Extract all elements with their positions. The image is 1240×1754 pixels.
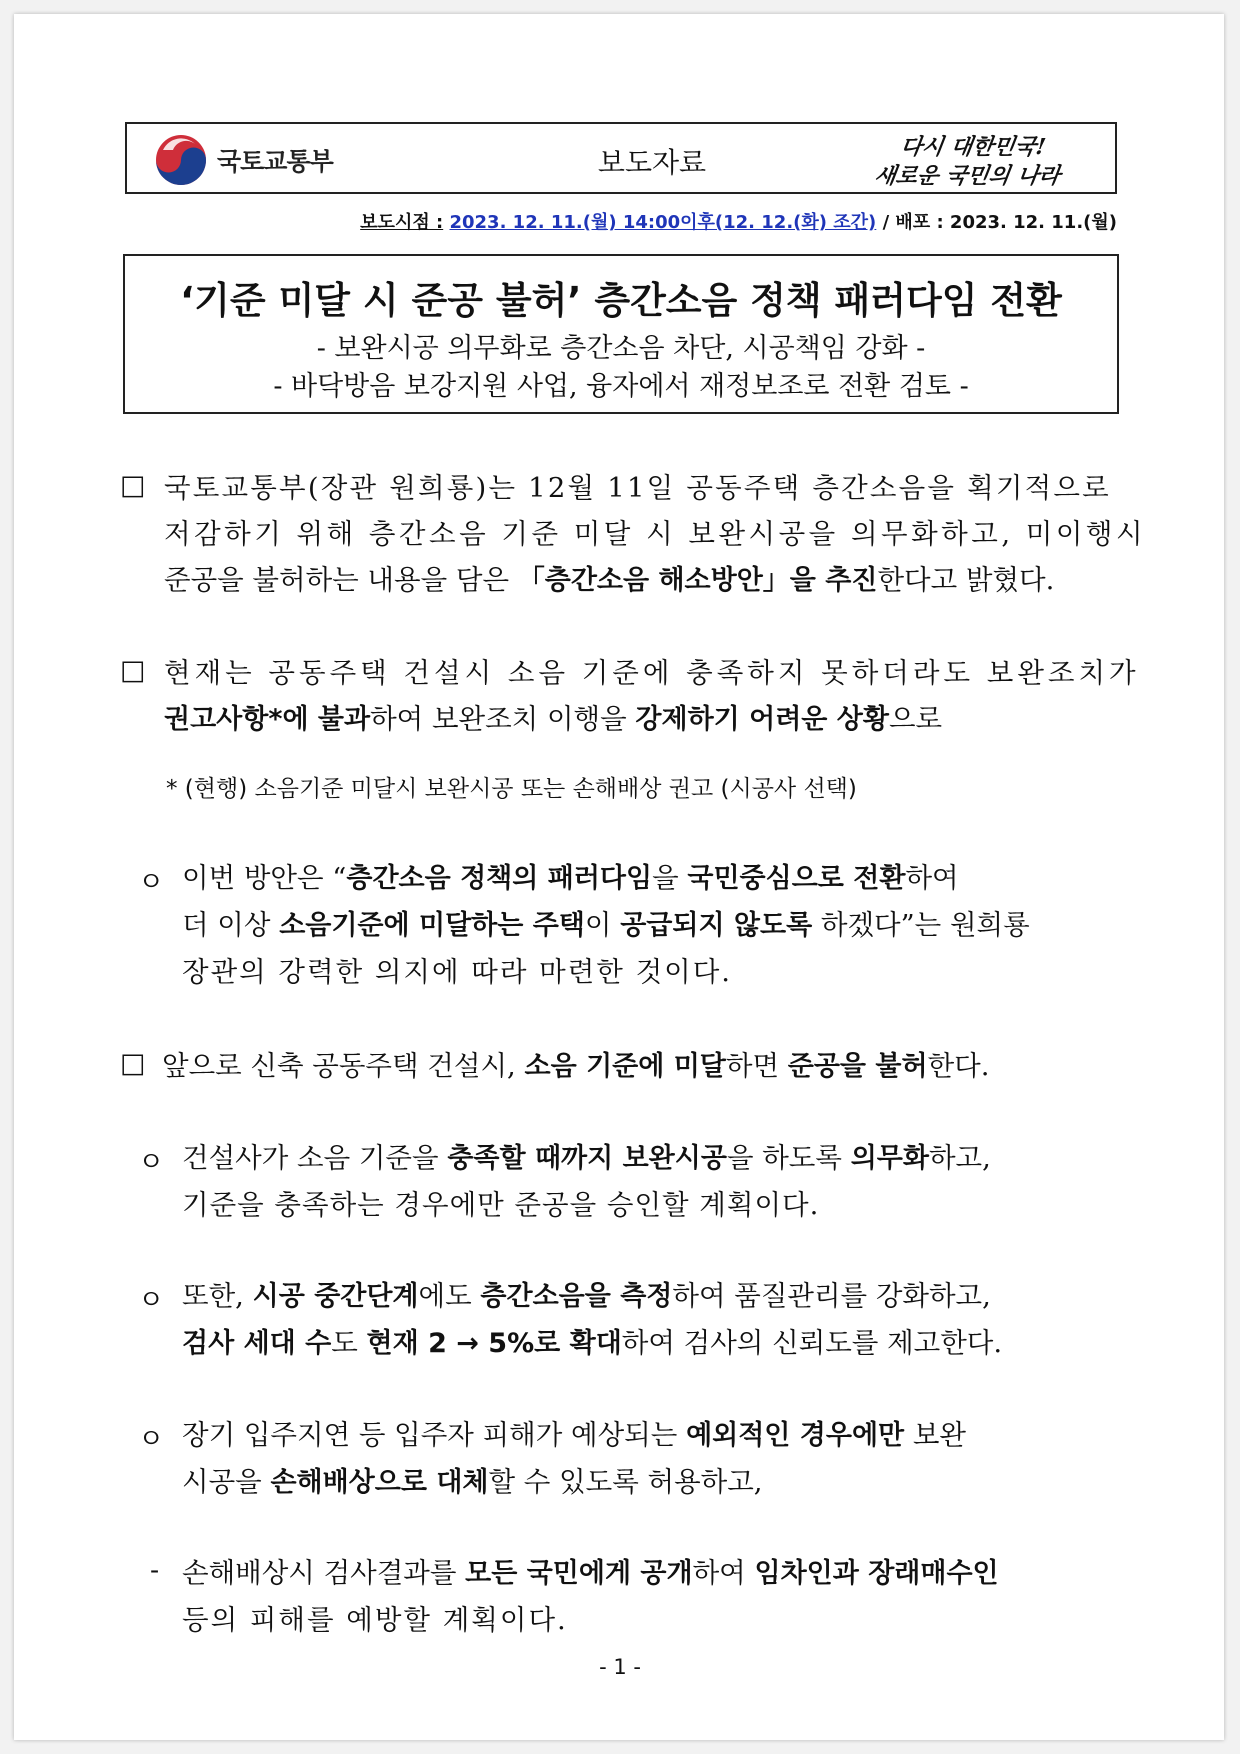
square-bullet: □	[120, 470, 146, 501]
p6-l1b: 시공 중간단계	[252, 1281, 419, 1312]
p5-l1e: 하고,	[928, 1142, 991, 1174]
p5-l1a: 건설사가 소음 기준을	[182, 1142, 448, 1174]
paragraph-3-line-2	[182, 902, 1118, 949]
paragraph-6-line-1	[182, 1273, 1118, 1320]
press-header	[125, 122, 1117, 194]
paragraph-3-line-1	[182, 855, 1118, 902]
paragraph-8-line-2: 등의 피해를 예방할 계획이다.	[182, 1604, 568, 1636]
page-number: - 1 -	[599, 1655, 641, 1679]
p3-l2c: 이	[584, 909, 621, 941]
p4-b: 소음 기준에 미달	[524, 1051, 726, 1082]
p7-l1a: 장기 입주지연 등 입주자 피해가 예상되는	[182, 1419, 687, 1451]
paragraph-5	[182, 1135, 1118, 1228]
p8-l1c: 하여	[692, 1557, 755, 1589]
footnote: * (현행) 소음기준 미달시 보완시공 또는 손해배상 권고 (시공사 선택)	[166, 776, 857, 802]
paragraph-3	[182, 855, 1118, 995]
p6-l2a: 검사 세대 수	[182, 1328, 332, 1359]
paragraph-1	[164, 465, 1147, 604]
p6-l1c: 에도	[418, 1280, 481, 1312]
p6-l1d: 층간소음을 측정	[480, 1281, 673, 1312]
p5-l1b: 충족할 때까지 보완시공	[447, 1143, 727, 1174]
paragraph-7-line-2	[182, 1459, 1118, 1506]
p2-l2b: 하여 보완조치 이행을	[370, 703, 636, 735]
p2-l2a: 권고사항*에 불과	[164, 704, 371, 735]
p4-d: 준공을 불허	[787, 1051, 928, 1082]
square-bullet: □	[120, 655, 146, 686]
p7-l2b: 손해배상으로 대체	[270, 1467, 489, 1498]
p2-l2d: 으로	[888, 703, 943, 735]
circle-bullet: ㅇ	[138, 1147, 165, 1178]
p7-l1b: 예외적인 경우에만	[686, 1420, 905, 1451]
square-bullet: □	[120, 1048, 146, 1079]
paragraph-3-line-3: 장관의 강력한 의지에 따라 마련한 것이다.	[182, 956, 733, 988]
dash-bullet: -	[150, 1555, 160, 1586]
p3-l1e: 하여	[905, 862, 959, 894]
paragraph-5-line-1	[182, 1135, 1118, 1182]
p1-l3a: 준공을 불허하는 내용을 담은	[164, 564, 518, 596]
p3-l2a: 더 이상	[182, 909, 280, 941]
paragraph-6	[182, 1273, 1118, 1367]
p8-l1d: 임차인과 장래매수인	[754, 1558, 999, 1589]
p6-l1a: 또한,	[182, 1280, 253, 1312]
p6-l2b: 도	[331, 1327, 367, 1359]
p7-l2c: 할 수 있도록 허용하고,	[488, 1466, 763, 1498]
circle-bullet: ㅇ	[138, 867, 165, 898]
paragraph-1-line-2: 저감하기 위해 층간소음 기준 미달 시 보완시공을 의무화하고, 미이행시	[164, 518, 1147, 550]
p8-l1a: 손해배상시 검사결과를	[182, 1557, 466, 1589]
paragraph-8-line-1	[182, 1550, 1118, 1597]
release-label: 보도시점 :	[360, 212, 444, 233]
p4-c: 하면	[725, 1050, 788, 1082]
paragraph-2-line-2	[164, 696, 1118, 743]
paragraph-4	[162, 1043, 989, 1090]
p1-l3b: 「층간소음 해소방안」을 추진	[517, 565, 878, 596]
circle-bullet: ㅇ	[138, 1285, 165, 1316]
p2-l2c: 강제하기 어려운 상황	[635, 704, 889, 735]
paragraph-1-line-3	[164, 557, 1118, 604]
p4-e: 한다.	[927, 1050, 990, 1082]
p6-l2d: 하여 검사의 신뢰도를 제고한다.	[621, 1327, 1003, 1359]
p4-a: 앞으로 신축 공동주택 건설시,	[162, 1050, 525, 1082]
paragraph-5-line-2: 기준을 충족하는 경우에만 준공을 승인할 계획이다.	[182, 1189, 820, 1221]
taegeuk-logo-icon	[151, 132, 211, 188]
p3-l1d: 국민중심으로 전환	[687, 863, 906, 894]
p7-l1c: 보완	[904, 1419, 966, 1451]
headline: ‘기준 미달 시 준공 불허’ 층간소음 정책 패러다임 전환	[180, 279, 1062, 322]
release-time-line	[125, 208, 1117, 234]
p6-l2c: 현재 2 → 5%로 확대	[366, 1328, 622, 1359]
p7-l2a: 시공을	[182, 1466, 271, 1498]
paragraph-1-line-1: 국토교통부(장관 원희룡)는 12월 11일 공동주택 층간소음을 획기적으로	[164, 472, 1111, 504]
p6-l1e: 하여 품질관리를 강화하고,	[672, 1280, 991, 1312]
p5-l1c: 을 하도록	[726, 1142, 851, 1174]
p3-l1a: 이번 방안은 “	[182, 862, 347, 894]
circle-bullet: ㅇ	[138, 1424, 165, 1455]
p1-l3c: 한다고 밝혔다.	[877, 564, 1055, 596]
headline-box	[123, 254, 1119, 414]
p3-l2e: 하겠다”는 원희룡	[812, 909, 1030, 941]
p3-l1c: 을	[652, 862, 688, 894]
p3-l2b: 소음기준에 미달하는 주택	[279, 910, 585, 941]
p5-l1d: 의무화	[850, 1143, 929, 1174]
p8-l1b: 모든 국민에게 공개	[465, 1558, 693, 1589]
paragraph-6-line-2	[182, 1320, 1118, 1367]
paragraph-2-line-1: 현재는 공동주택 건설시 소음 기준에 충족하지 못하더라도 보완조치가	[164, 657, 1140, 689]
slogan-line-1: 다시 대한민국!	[898, 134, 1048, 160]
paragraph-7	[182, 1412, 1118, 1506]
p3-l2d: 공급되지 않도록	[620, 910, 813, 941]
ministry-name: 국토교통부	[217, 147, 333, 176]
slogan-line-2: 새로운 국민의 나라	[872, 163, 1062, 189]
subheadline-1: - 보완시공 의무화로 층간소음 차단, 시공책임 강화 -	[316, 333, 926, 364]
document-type: 보도자료	[597, 146, 707, 179]
release-date: 2023. 12. 11.(월) 14:00이후(12. 12.(화) 조간)	[449, 212, 877, 233]
paragraph-2	[164, 650, 1140, 743]
distribution-date: 배포 : 2023. 12. 11.(월)	[895, 212, 1117, 233]
p3-l1b: 층간소음 정책의 패러다임	[346, 863, 653, 894]
subheadline-2: - 바닥방음 보강지원 사업, 융자에서 재정보조로 전환 검토 -	[273, 371, 969, 402]
paragraph-8	[182, 1550, 1118, 1643]
paragraph-7-line-1	[182, 1412, 1118, 1459]
slogan	[865, 128, 1104, 190]
release-separator: /	[876, 212, 896, 233]
